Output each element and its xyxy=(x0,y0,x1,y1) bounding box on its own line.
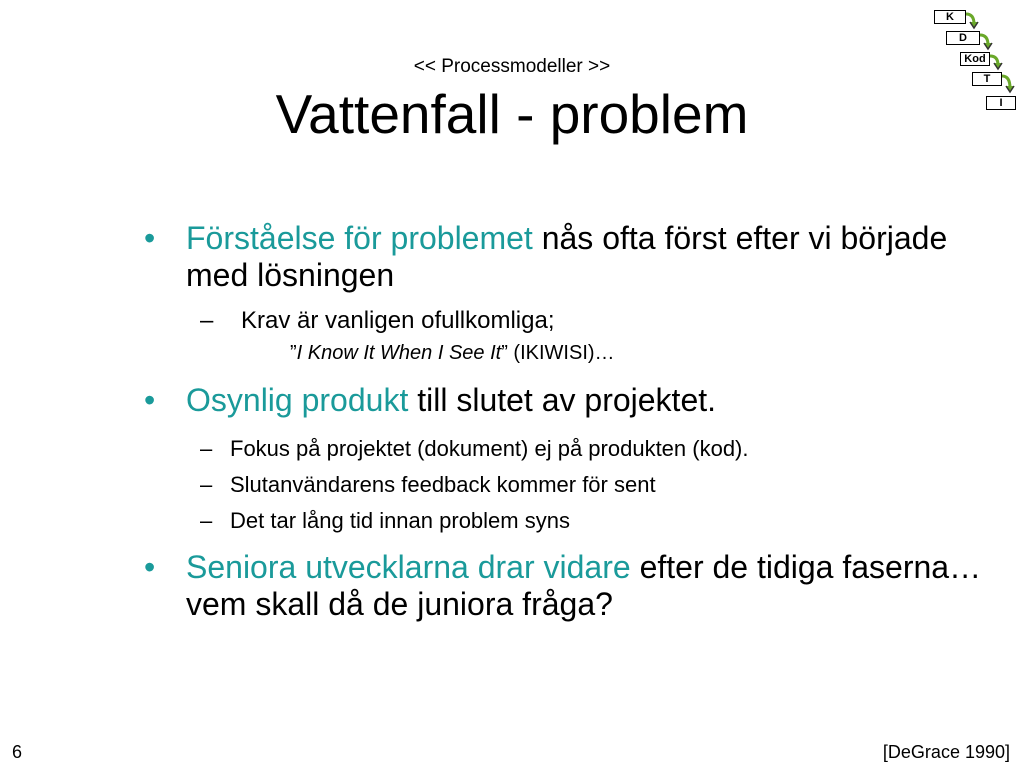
sub-bullet-marker: – xyxy=(200,307,214,334)
sub-bullet-text: Slutanvändarens feedback kommer för sent xyxy=(230,472,656,497)
quote-close: ” (IKIWISI)… xyxy=(501,342,615,364)
arrow-icon xyxy=(984,43,992,49)
sub-bullet-item xyxy=(144,503,1004,539)
bullet-text: till slutet av projektet. xyxy=(408,382,717,418)
sub-bullet-marker: – xyxy=(200,508,213,533)
bullet-marker: • xyxy=(144,220,156,256)
stage-box-k: K xyxy=(934,10,966,24)
slide-title: Vattenfall - problem xyxy=(275,83,749,145)
quote-line xyxy=(144,340,1004,366)
bullet-accent-text: Förståelse för problemet xyxy=(186,220,533,256)
arrow-icon xyxy=(994,63,1002,69)
page-number: 6 xyxy=(12,742,23,762)
sub-bullet-item xyxy=(144,306,1004,336)
sub-bullet-text: Det tar lång tid innan problem syns xyxy=(230,508,570,533)
sub-bullet-item xyxy=(144,467,1004,503)
bullet-text: efter de tidiga faserna… vem skall då de juniora fråga? xyxy=(186,549,982,622)
bullet-text: nås ofta först efter vi började med lösningen xyxy=(186,220,948,293)
bullet-item-1 xyxy=(144,220,1004,294)
sub-bullet-text: Krav är vanligen ofullkomliga; xyxy=(241,307,555,334)
arrow-icon xyxy=(1006,86,1014,92)
stage-box-t: T xyxy=(972,72,1002,86)
stage-box-i: I xyxy=(986,96,1016,110)
bullet-accent-text: Seniora utvecklarna drar vidare xyxy=(186,549,631,585)
quote-open: ” xyxy=(290,342,297,364)
bullet-marker: • xyxy=(144,549,156,585)
bullet-item-2 xyxy=(144,382,1004,419)
sub-bullet-item xyxy=(144,431,1004,467)
waterfall-arrows xyxy=(930,8,1020,113)
slide-subtitle: << Processmodeller >> xyxy=(413,56,611,77)
waterfall-diagram-icon xyxy=(930,8,1020,113)
bullet-item-3 xyxy=(144,549,1004,623)
sub-bullet-text: Fokus på projektet (dokument) ej på produkten (kod). xyxy=(230,436,749,461)
bullet-accent-text: Osynlig produkt xyxy=(186,382,409,418)
stage-box-kod: Kod xyxy=(960,52,990,66)
sub-bullet-marker: – xyxy=(200,436,213,461)
stage-box-d: D xyxy=(946,31,980,45)
arrow-icon xyxy=(970,22,978,28)
sub-bullet-marker: – xyxy=(200,472,213,497)
reference-citation: [DeGrace 1990] xyxy=(882,742,1010,762)
bullet-marker: • xyxy=(144,382,156,418)
bullet-list xyxy=(144,220,1004,635)
quote-italic: I Know It When I See It xyxy=(296,342,502,364)
